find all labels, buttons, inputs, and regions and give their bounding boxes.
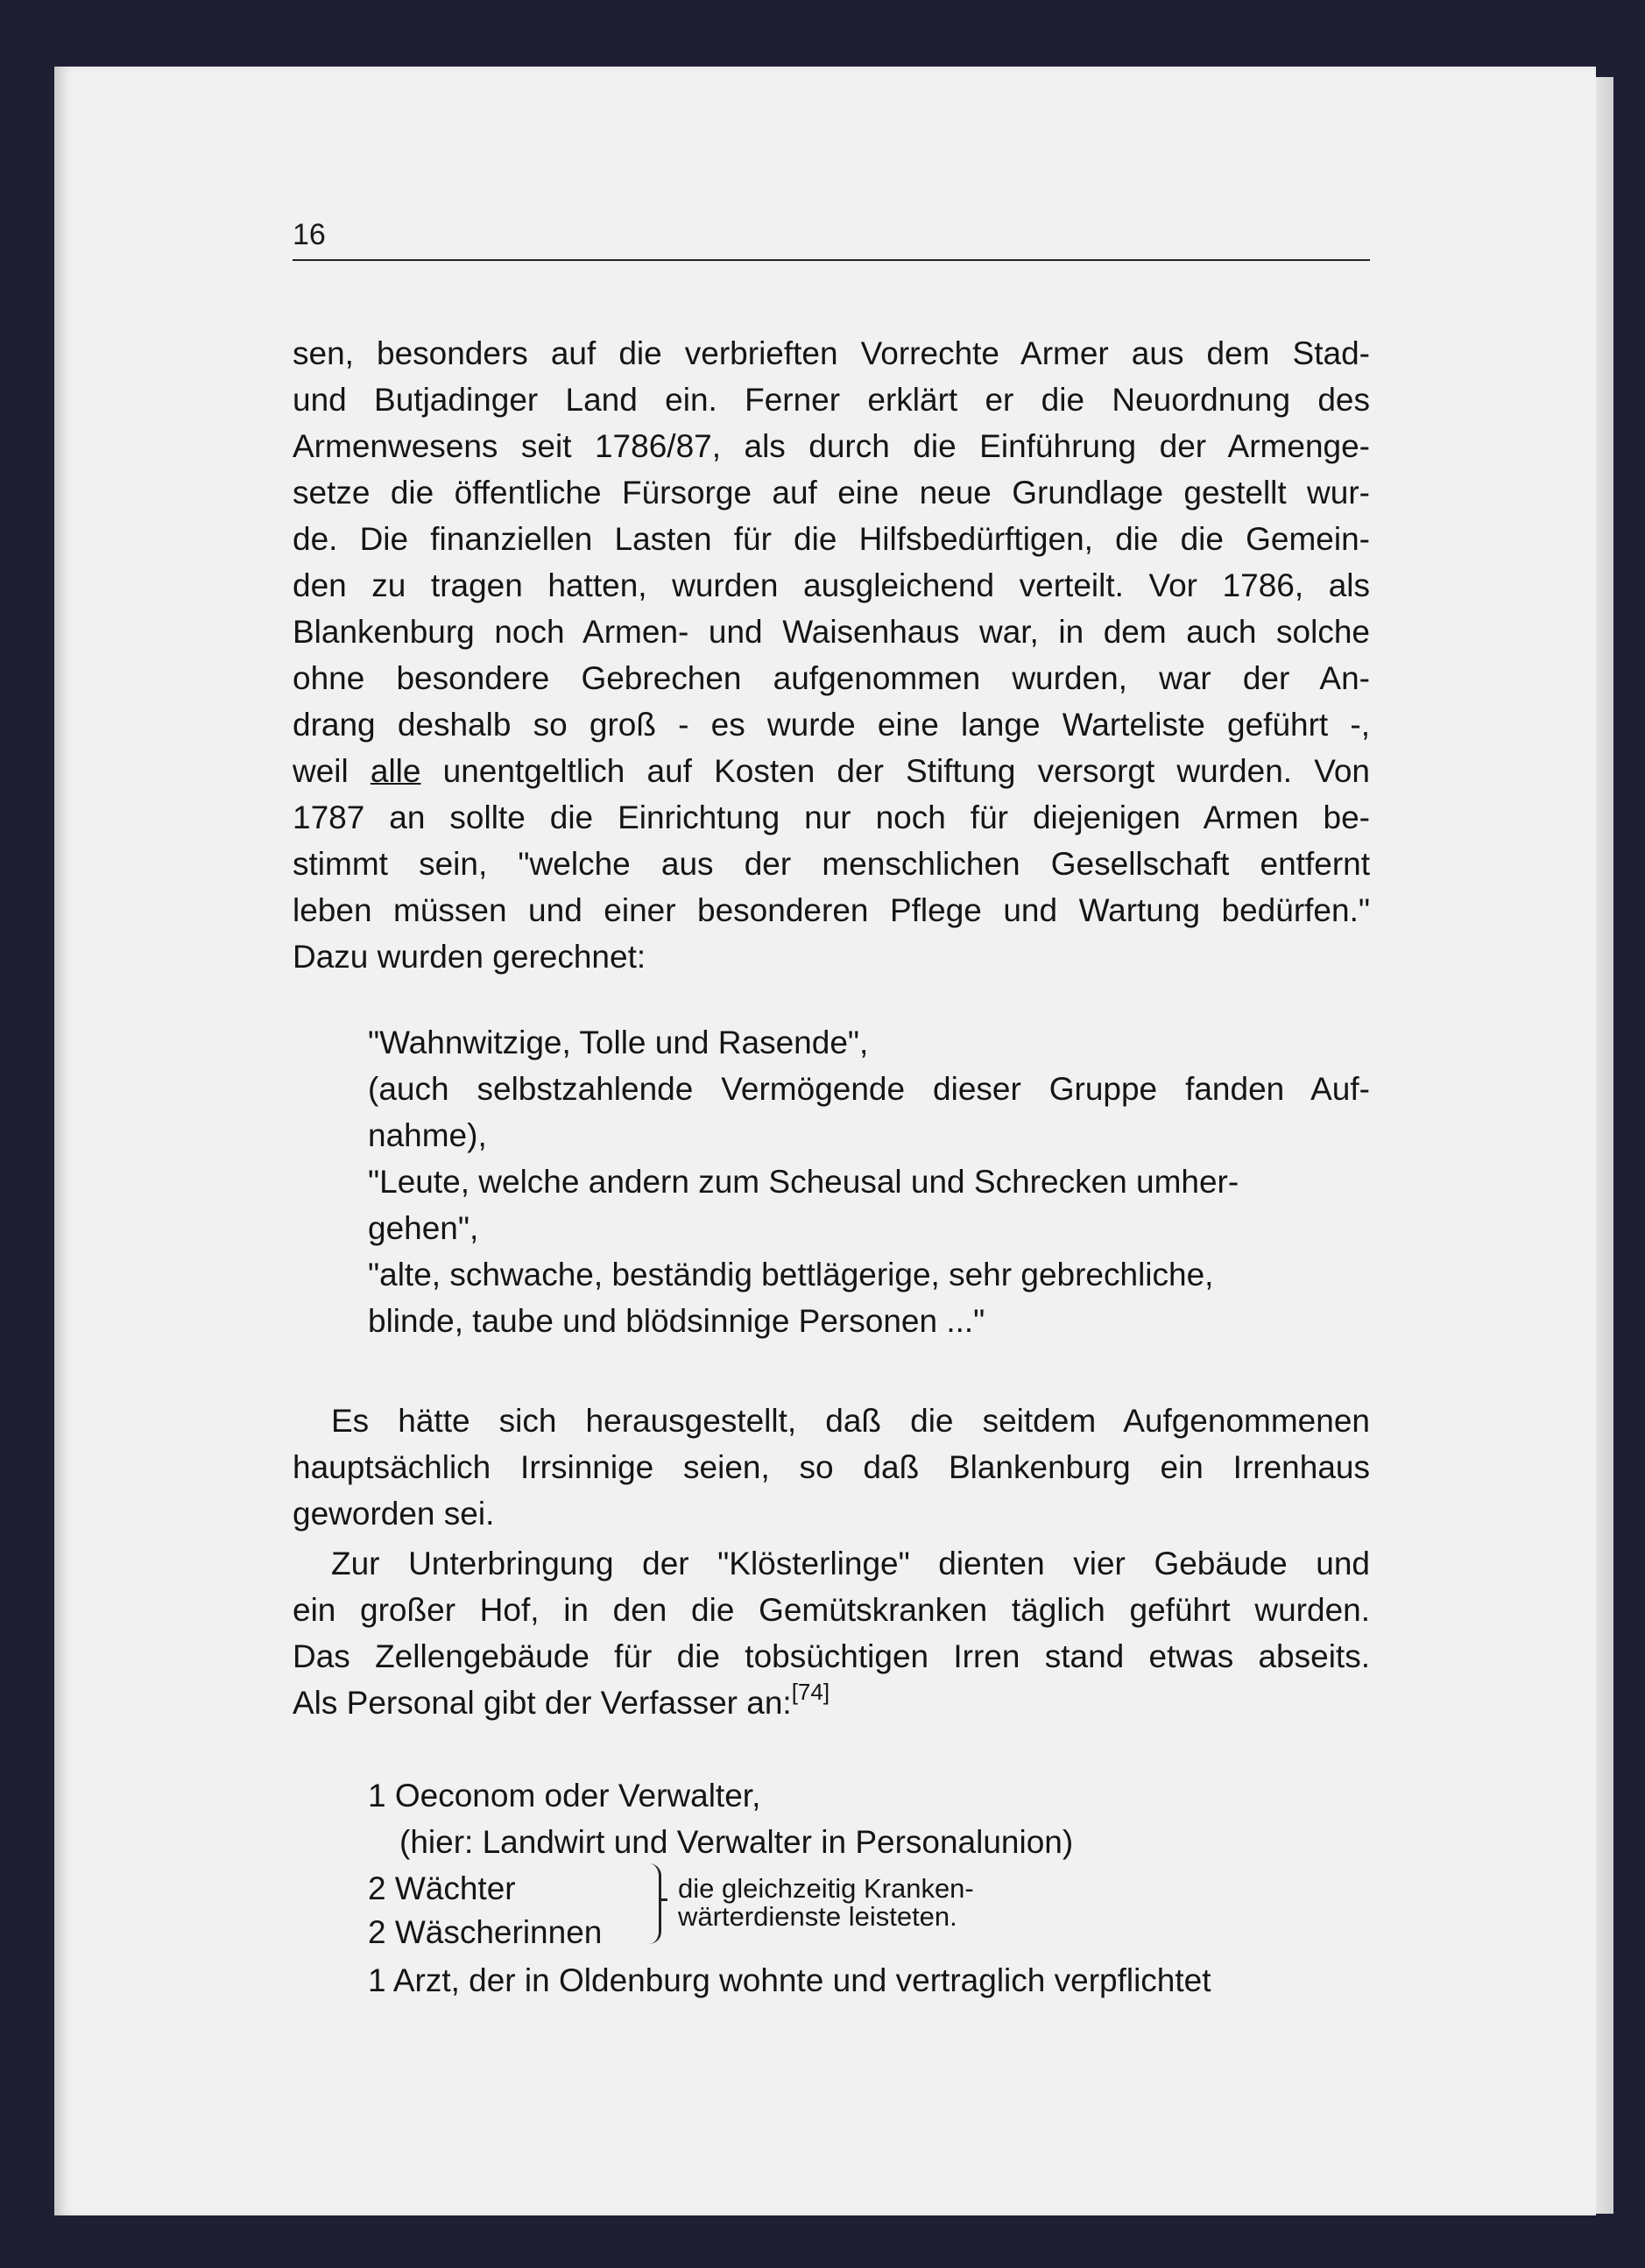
brace-note: die gleichzeitig Kranken- (678, 1873, 974, 1904)
text-line: 1787 an sollte die Einrichtung nur noch für diejenigen Armen be- (293, 799, 1370, 835)
text-fragment: Als Personal gibt der Verfasser an: (293, 1685, 792, 1721)
quote-line: (auch selbstzahlende Vermögende dieser Gruppe fanden Auf- (368, 1071, 1370, 1107)
quote-line: gehen", (368, 1210, 479, 1246)
text-line: Dazu wurden gerechnet: (293, 939, 646, 975)
text-line: Armenwesens seit 1786/87, als durch die Einführung der Armenge- (293, 428, 1370, 464)
underlined-word: alle (370, 753, 421, 789)
text-line: ein großer Hof, in den die Gemütskranken täglich geführt wurden. (293, 1592, 1370, 1628)
text-line: den zu tragen hatten, wurden ausgleichend verteilt. Vor 1786, als (293, 567, 1370, 603)
text-line: und Butjadinger Land ein. Ferner erklärt er die Neuordnung des (293, 382, 1370, 418)
personnel-item: 2 Wäscherinnen (368, 1914, 603, 1950)
page-header (293, 219, 1370, 261)
personnel-note: (hier: Landwirt und Verwalter in Personalunion) (399, 1824, 1074, 1860)
quote-line: "alte, schwache, beständig bettlägerige, sehr gebrechliche, (368, 1257, 1214, 1292)
text-line: Es hätte sich herausgestellt, daß die seitdem Aufgenommenen (331, 1403, 1370, 1439)
personnel-item: 1 Oeconom oder Verwalter, (368, 1778, 761, 1814)
text-line: ohne besondere Gebrechen aufgenommen wurden, war der An- (293, 660, 1370, 696)
text-line: sen, besonders auf die verbrieften Vorrechte Armer aus dem Stad- (293, 335, 1370, 371)
text-line: Zur Unterbringung der "Klösterlinge" dienten vier Gebäude und (331, 1546, 1370, 1581)
quote-line: "Wahnwitzige, Tolle und Rasende", (368, 1025, 869, 1060)
text-fragment: unentgeltlich auf Kosten der Stiftung versorgt wurden. Von (420, 753, 1370, 789)
text-line: Das Zellengebäude für die tobsüchtigen Irren stand etwas abseits. (293, 1638, 1370, 1674)
text-line (293, 1680, 830, 1726)
page-number: 16 (293, 218, 326, 251)
text-line: hauptsächlich Irrsinnige seien, so daß Blankenburg ein Irrenhaus (293, 1449, 1370, 1485)
curly-brace (645, 1863, 661, 1944)
text-fragment: weil (293, 753, 371, 789)
text-line: setze die öffentliche Fürsorge auf eine neue Grundlage gestellt wur- (293, 475, 1370, 511)
text-line: geworden sei. (293, 1496, 495, 1532)
brace-note: wärterdienste leisteten. (678, 1901, 957, 1932)
quote-line: "Leute, welche andern zum Scheusal und Schrecken umher- (368, 1164, 1239, 1200)
text-line: stimmt sein, "welche aus der menschlichen Gesellschaft entfernt (293, 846, 1370, 882)
quote-line: blinde, taube und blödsinnige Personen ..." (368, 1303, 985, 1339)
text-line: de. Die finanziellen Lasten für die Hilfsbedürftigen, die die Gemein- (293, 521, 1370, 557)
facing-page-edge (1596, 77, 1613, 2214)
footnote-reference: [74] (791, 1679, 830, 1705)
quote-line: nahme), (368, 1117, 487, 1153)
personnel-item: 2 Wächter (368, 1870, 516, 1906)
text-line: Blankenburg noch Armen- und Waisenhaus war, in dem auch solche (293, 614, 1370, 650)
personnel-item: 1 Arzt, der in Oldenburg wohnte und vertraglich verpflichtet (368, 1962, 1211, 1998)
text-line: leben müssen und einer besonderen Pflege und Wartung bedürfen." (293, 892, 1370, 928)
text-line: drang deshalb so groß - es wurde eine lange Warteliste geführt -, (293, 707, 1370, 743)
text-line-alle (293, 749, 1370, 794)
